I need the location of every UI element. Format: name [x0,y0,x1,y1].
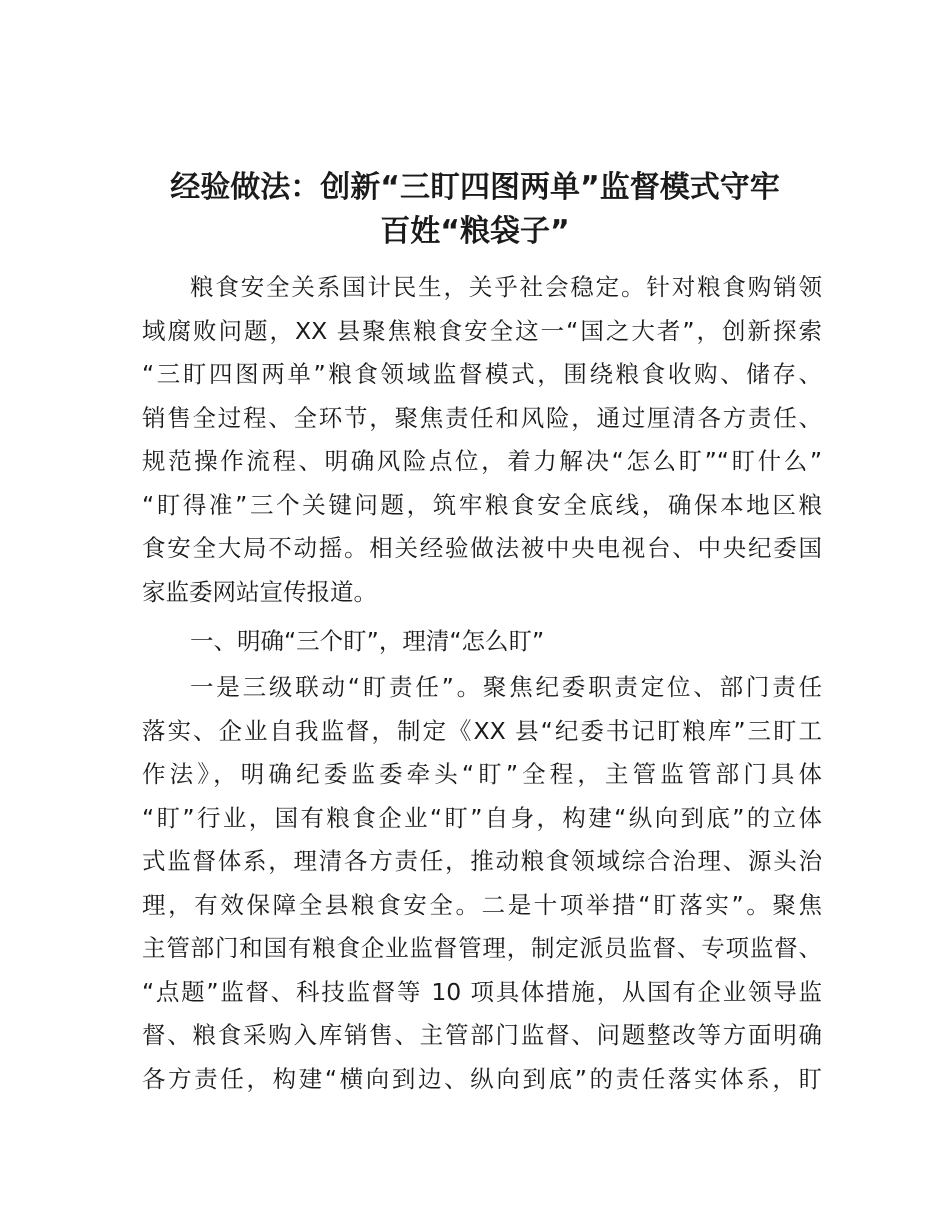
paragraph-line: 销售全过程、全环节，聚焦责任和风险，通过厘清各方责任、 [142,403,822,432]
paragraph-line: 式监督体系，理清各方责任，推动粮食领域综合治理、源头治 [142,847,822,875]
document-title-line-2: 百姓“粮袋子” [380,214,570,249]
paragraph-line: 督、粮食采购入库销售、主管部门监督、问题整改等方面明确 [142,1021,822,1049]
section-paragraph [142,666,822,1101]
paragraph-line: 落实、企业自我监督，制定《XX 县“纪委书记盯粮库”三盯工 [142,716,822,745]
paragraph-line: 食安全大局不动摇。相关经验做法被中央电视台、中央纪委国 [142,534,822,562]
paragraph-line: 域腐败问题，XX 县聚焦粮食安全这一“国之大者”，创新探索 [142,316,822,345]
paragraph-line: 一是三级联动“盯责任”。聚焦纪委职责定位、部门责任 [190,673,822,701]
paragraph-line: 各方责任，构建“横向到边、纵向到底”的责任落实体系，盯 [142,1064,822,1093]
paragraph-line: “三盯四图两单”粮食领域监督模式，围绕粮食收购、储存、 [142,360,822,388]
section-heading: 一、明确“三个盯”，理清“怎么盯” [190,627,545,655]
intro-paragraph [142,266,822,614]
paragraph-line: 规范操作流程、明确风险点位，着力解决“怎么盯”“盯什么” [142,447,822,475]
paragraph-line: 家监委网站宣传报道。 [142,577,377,606]
paragraph-line: “盯得准”三个关键问题，筑牢粮食安全底线，确保本地区粮 [142,490,822,519]
paragraph-line: “盯”行业，国有粮食企业“盯”自身，构建“纵向到底”的立体 [142,803,822,832]
paragraph-line: 主管部门和国有粮食企业监督管理，制定派员监督、专项监督、 [142,934,822,962]
document-title-line-1: 经验做法：创新“三盯四图两单”监督模式守牢 [170,170,780,205]
paragraph-line: 理，有效保障全县粮食安全。二是十项举措“盯落实”。聚焦 [142,890,822,919]
section-heading-block [142,620,822,664]
paragraph-line: “点题”监督、科技监督等 10 项具体措施，从国有企业领导监 [142,977,822,1006]
paragraph-line: 粮食安全关系国计民生，关乎社会稳定。针对粮食购销领 [190,273,822,301]
paragraph-line: 作法》，明确纪委监委牵头“盯”全程，主管监管部门具体 [142,760,822,788]
